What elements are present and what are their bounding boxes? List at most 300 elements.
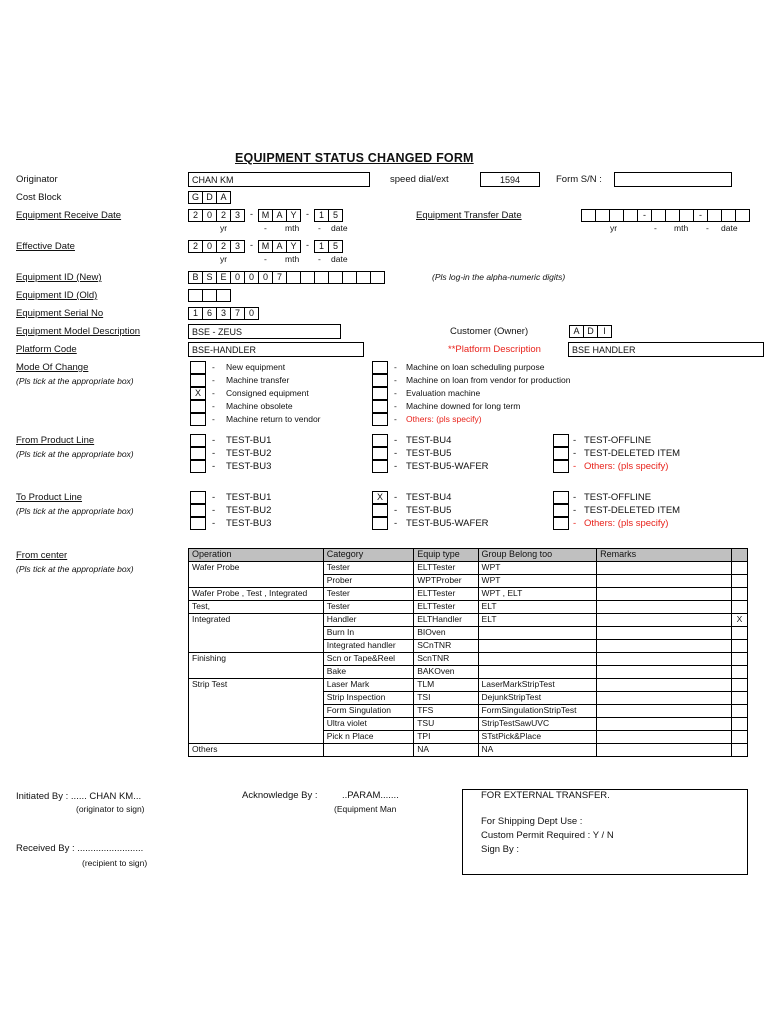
form-sn-field[interactable]	[614, 172, 732, 187]
group-cell: StripTestSawUVC	[478, 718, 597, 731]
char-cell[interactable]: 0	[244, 271, 259, 284]
option-label: TEST-BU1	[226, 492, 272, 503]
dash: -	[212, 362, 215, 372]
to-product-line-label: To Product Line	[16, 492, 83, 503]
operation-cell: Integrated	[189, 614, 324, 627]
table-row	[189, 627, 748, 640]
checkbox[interactable]	[190, 504, 206, 517]
option-label: TEST-OFFLINE	[584, 492, 652, 503]
platform-desc-label: **Platform Description	[448, 344, 541, 355]
dash: -	[212, 388, 215, 398]
remarks-cell	[597, 640, 732, 653]
dash: -	[573, 448, 577, 459]
remarks-cell	[597, 692, 732, 705]
mth-caption: mth	[674, 223, 689, 233]
char-cell[interactable]	[665, 209, 680, 222]
transfer-date-field[interactable]	[581, 209, 749, 222]
mode-of-change-label: Mode Of Change	[16, 362, 89, 373]
tick-hint: (Pls tick at the appropriate box)	[16, 564, 134, 574]
checkbox[interactable]	[553, 434, 569, 447]
char-cell[interactable]: 1	[314, 240, 329, 253]
operation-cell	[189, 731, 324, 744]
remarks-cell	[597, 601, 732, 614]
customer-field[interactable]	[569, 325, 611, 338]
char-cell[interactable]	[679, 209, 694, 222]
option-label: TEST-DELETED ITEM	[584, 448, 681, 459]
category-cell: Form Singulation	[323, 705, 413, 718]
char-cell[interactable]: D	[202, 191, 217, 204]
category-cell: Ultra violet	[323, 718, 413, 731]
option-label: TEST-BU4	[406, 435, 452, 446]
char-cell[interactable]: 2	[216, 209, 231, 222]
receive-date-label: Equipment Receive Date	[16, 210, 122, 221]
table-row	[189, 692, 748, 705]
column-header	[731, 549, 747, 562]
dash-caption: -	[706, 223, 709, 233]
group-cell: ELT	[478, 601, 597, 614]
char-cell[interactable]: M	[258, 240, 273, 253]
dash: -	[394, 375, 397, 385]
date-separator: -	[693, 209, 708, 222]
operation-cell	[189, 627, 324, 640]
mark-cell[interactable]	[731, 666, 747, 679]
checkbox[interactable]	[372, 400, 388, 413]
category-cell: Strip Inspection	[323, 692, 413, 705]
equip-type-cell: NA	[414, 744, 478, 757]
remarks-cell	[597, 744, 732, 757]
checkbox[interactable]	[372, 374, 388, 387]
char-cell[interactable]	[216, 289, 231, 302]
operation-cell: Finishing	[189, 653, 324, 666]
option-label: Others: (pls specify)	[406, 414, 482, 424]
char-cell[interactable]: A	[272, 209, 287, 222]
char-cell[interactable]: 1	[188, 307, 203, 320]
mark-cell[interactable]	[731, 627, 747, 640]
option-label: Others: (pls specify)	[584, 461, 669, 472]
char-cell[interactable]	[721, 209, 736, 222]
checkbox[interactable]	[190, 434, 206, 447]
remarks-cell	[597, 562, 732, 575]
category-cell	[323, 744, 413, 757]
option-label: Consigned equipment	[226, 388, 309, 398]
mark-cell[interactable]	[731, 588, 747, 601]
table-row	[189, 666, 748, 679]
acknowledge-name: ..PARAM.......	[342, 790, 399, 801]
initiated-by: Initiated By : ...... CHAN KM...	[16, 791, 142, 802]
equip-type-cell: ELTTester	[414, 601, 478, 614]
originator-field[interactable]: CHAN KM	[188, 172, 370, 187]
group-cell: WPT	[478, 562, 597, 575]
checkbox[interactable]	[372, 517, 388, 530]
option-label: TEST-BU5	[406, 448, 452, 459]
tick-hint: (Pls tick at the appropriate box)	[16, 506, 134, 516]
dash: -	[573, 461, 577, 472]
char-cell[interactable]: 3	[216, 307, 231, 320]
yr-caption: yr	[220, 254, 228, 264]
mark-cell[interactable]	[731, 705, 747, 718]
char-cell[interactable]: M	[258, 209, 273, 222]
column-header: Category	[323, 549, 413, 562]
option-label: Machine obsolete	[226, 401, 293, 411]
equip-type-cell: BAKOven	[414, 666, 478, 679]
option-label: Others: (pls specify)	[584, 518, 669, 529]
dash: -	[573, 505, 577, 516]
remarks-cell	[597, 666, 732, 679]
customer-label: Customer (Owner)	[450, 326, 529, 337]
char-cell[interactable]: S	[202, 271, 217, 284]
sign-by-label: Sign By :	[481, 844, 520, 855]
dash: -	[212, 505, 216, 516]
group-cell: DejunkStripTest	[478, 692, 597, 705]
char-cell[interactable]	[356, 271, 371, 284]
group-cell: FormSingulationStripTest	[478, 705, 597, 718]
remarks-cell	[597, 679, 732, 692]
equip-type-cell: ELTTester	[414, 562, 478, 575]
date-separator: -	[637, 209, 652, 222]
char-cell[interactable]: 0	[202, 209, 217, 222]
equip-type-cell: SCnTNR	[414, 640, 478, 653]
char-cell[interactable]	[595, 209, 610, 222]
dash: -	[212, 461, 216, 472]
operation-cell: Wafer Probe	[189, 562, 324, 575]
date-separator: -	[250, 209, 253, 219]
acknowledge-by: Acknowledge By :	[242, 790, 318, 801]
checkbox[interactable]	[372, 460, 388, 473]
checkbox[interactable]	[190, 447, 206, 460]
table-row	[189, 718, 748, 731]
equipment-id-old-label: Equipment ID (Old)	[16, 290, 98, 301]
dash: -	[394, 388, 397, 398]
column-header: Equip type	[414, 549, 478, 562]
dash: -	[394, 414, 397, 424]
option-label: TEST-BU3	[226, 518, 272, 529]
option-label: TEST-BU5	[406, 505, 452, 516]
checkbox[interactable]	[190, 491, 206, 504]
category-cell: Prober	[323, 575, 413, 588]
char-cell[interactable]	[370, 271, 385, 284]
equip-type-cell: BIOven	[414, 627, 478, 640]
column-header: Operation	[189, 549, 324, 562]
char-cell[interactable]: A	[216, 191, 231, 204]
recipient-sign-caption: (recipient to sign)	[82, 858, 148, 868]
dash-caption: -	[318, 254, 321, 264]
option-label: TEST-BU5-WAFER	[406, 461, 489, 472]
char-cell[interactable]: 5	[328, 240, 343, 253]
remarks-cell	[597, 718, 732, 731]
char-cell[interactable]: Y	[286, 240, 301, 253]
equipment-id-new-field[interactable]	[188, 271, 384, 284]
dash: -	[212, 492, 216, 503]
category-cell: Tester	[323, 601, 413, 614]
dash: -	[212, 414, 215, 424]
option-label: Machine return to vendor	[226, 414, 321, 424]
char-cell[interactable]	[707, 209, 722, 222]
table-row	[189, 731, 748, 744]
mark-cell[interactable]	[731, 679, 747, 692]
mark-cell[interactable]: X	[731, 614, 747, 627]
mark-cell[interactable]	[731, 601, 747, 614]
mark-cell[interactable]	[731, 562, 747, 575]
platform-code-label: Platform Code	[16, 344, 77, 355]
date-separator: -	[250, 240, 253, 250]
equipment-id-old-field[interactable]	[188, 289, 230, 302]
effective-date-label: Effective Date	[16, 241, 75, 252]
checkbox[interactable]	[190, 460, 206, 473]
equip-type-cell: TSI	[414, 692, 478, 705]
char-cell[interactable]: 2	[188, 209, 203, 222]
group-cell: WPT	[478, 575, 597, 588]
category-cell: Pick n Place	[323, 731, 413, 744]
dash-caption: -	[264, 223, 267, 233]
date-separator: -	[306, 209, 309, 219]
mark-cell[interactable]	[731, 692, 747, 705]
remarks-cell	[597, 575, 732, 588]
category-cell: Bake	[323, 666, 413, 679]
dash: -	[212, 375, 215, 385]
platform-code-field[interactable]: BSE-HANDLER	[188, 342, 364, 357]
char-cell[interactable]: A	[569, 325, 584, 338]
mth-caption: mth	[285, 254, 300, 264]
checkbox[interactable]: X	[372, 491, 388, 504]
char-cell[interactable]: 3	[230, 209, 245, 222]
remarks-cell	[597, 588, 732, 601]
table-row	[189, 653, 748, 666]
mark-cell[interactable]	[731, 744, 747, 757]
checkbox[interactable]	[190, 413, 206, 426]
effective-date-field[interactable]	[188, 240, 342, 253]
option-label: TEST-DELETED ITEM	[584, 505, 681, 516]
char-cell[interactable]: 5	[328, 209, 343, 222]
checkbox[interactable]	[372, 447, 388, 460]
date-separator: -	[306, 240, 309, 250]
checkbox[interactable]	[553, 447, 569, 460]
checkbox[interactable]	[190, 374, 206, 387]
equip-type-cell: TSU	[414, 718, 478, 731]
char-cell[interactable]: 2	[188, 240, 203, 253]
group-cell	[478, 653, 597, 666]
equipment-man-caption: (Equipment Man	[334, 804, 397, 814]
from-center-table	[188, 548, 748, 757]
operation-cell	[189, 666, 324, 679]
dash: -	[394, 401, 397, 411]
dash: -	[573, 492, 577, 503]
page-title: EQUIPMENT STATUS CHANGED FORM	[235, 151, 474, 165]
equip-type-cell: TLM	[414, 679, 478, 692]
checkbox[interactable]	[553, 517, 569, 530]
option-label: TEST-BU3	[226, 461, 272, 472]
cost-block-field[interactable]	[188, 191, 230, 204]
table-row	[189, 588, 748, 601]
checkbox[interactable]	[372, 387, 388, 400]
external-transfer-title: FOR EXTERNAL TRANSFER.	[481, 790, 610, 801]
char-cell[interactable]: Y	[286, 209, 301, 222]
equip-type-cell: ELTHandler	[414, 614, 478, 627]
platform-desc-field[interactable]: BSE HANDLER	[568, 342, 764, 357]
dash: -	[573, 518, 577, 529]
dash-caption: -	[318, 223, 321, 233]
remarks-cell	[597, 614, 732, 627]
serial-no-field[interactable]	[188, 307, 258, 320]
checkbox[interactable]	[190, 400, 206, 413]
option-label: Machine on loan scheduling purpose	[406, 362, 545, 372]
char-cell[interactable]: G	[188, 191, 203, 204]
char-cell[interactable]: 3	[230, 240, 245, 253]
char-cell[interactable]: A	[272, 240, 287, 253]
option-label: Machine downed for long term	[406, 401, 521, 411]
model-field[interactable]: BSE - ZEUS	[188, 324, 341, 339]
option-label: TEST-BU1	[226, 435, 272, 446]
yr-caption: yr	[610, 223, 618, 233]
mark-cell[interactable]	[731, 718, 747, 731]
dash: -	[212, 435, 216, 446]
from-product-line-label: From Product Line	[16, 435, 95, 446]
serial-no-label: Equipment Serial No	[16, 308, 104, 319]
checkbox[interactable]: X	[190, 387, 206, 400]
dash: -	[394, 492, 398, 503]
speed-dial-label: speed dial/ext	[390, 174, 449, 185]
char-cell[interactable]	[188, 289, 203, 302]
table-row	[189, 705, 748, 718]
table-row	[189, 562, 748, 575]
date-caption: date	[331, 254, 348, 264]
char-cell[interactable]: 0	[230, 271, 245, 284]
table-row	[189, 640, 748, 653]
char-cell[interactable]	[651, 209, 666, 222]
checkbox[interactable]	[553, 460, 569, 473]
char-cell[interactable]: E	[216, 271, 231, 284]
group-cell	[478, 666, 597, 679]
cost-block-label: Cost Block	[16, 192, 62, 203]
checkbox[interactable]	[372, 413, 388, 426]
group-cell	[478, 640, 597, 653]
category-cell: Tester	[323, 588, 413, 601]
equip-type-cell: TPI	[414, 731, 478, 744]
category-cell: Handler	[323, 614, 413, 627]
column-header: Remarks	[597, 549, 732, 562]
char-cell[interactable]: 0	[244, 307, 259, 320]
equip-type-cell: TFS	[414, 705, 478, 718]
char-cell[interactable]	[581, 209, 596, 222]
model-label: Equipment Model Description	[16, 326, 141, 337]
category-cell: Integrated handler	[323, 640, 413, 653]
operation-cell	[189, 640, 324, 653]
option-label: TEST-BU2	[226, 505, 272, 516]
remarks-cell	[597, 705, 732, 718]
receive-date-field[interactable]	[188, 209, 342, 222]
dash: -	[394, 518, 398, 529]
option-label: TEST-BU5-WAFER	[406, 518, 489, 529]
column-header: Group Belong too	[478, 549, 597, 562]
mark-cell[interactable]	[731, 640, 747, 653]
originator-label: Originator	[16, 174, 58, 185]
checkbox[interactable]	[372, 504, 388, 517]
external-transfer-box	[462, 789, 748, 875]
dash: -	[212, 448, 216, 459]
speed-dial-field[interactable]: 1594	[480, 172, 540, 187]
checkbox[interactable]	[190, 517, 206, 530]
table-row	[189, 601, 748, 614]
mark-cell[interactable]	[731, 731, 747, 744]
option-label: Machine transfer	[226, 375, 290, 385]
dash: -	[212, 401, 215, 411]
checkbox[interactable]	[190, 361, 206, 374]
date-caption: date	[721, 223, 738, 233]
char-cell[interactable]	[314, 271, 329, 284]
category-cell: Scn or Tape&Reel	[323, 653, 413, 666]
operation-cell	[189, 575, 324, 588]
equip-type-cell: WPTProber	[414, 575, 478, 588]
mark-cell[interactable]	[731, 575, 747, 588]
char-cell[interactable]: D	[583, 325, 598, 338]
table-row	[189, 575, 748, 588]
char-cell[interactable]: 7	[230, 307, 245, 320]
operation-cell	[189, 692, 324, 705]
char-cell[interactable]: 1	[314, 209, 329, 222]
char-cell[interactable]: 0	[202, 240, 217, 253]
group-cell: STstPick&Place	[478, 731, 597, 744]
category-cell: Burn In	[323, 627, 413, 640]
equipment-id-new-label: Equipment ID (New)	[16, 272, 102, 283]
category-cell: Tester	[323, 562, 413, 575]
remarks-cell	[597, 627, 732, 640]
operation-cell: Strip Test	[189, 679, 324, 692]
checkbox[interactable]	[372, 361, 388, 374]
checkbox[interactable]	[372, 434, 388, 447]
char-cell[interactable]: 7	[272, 271, 287, 284]
char-cell[interactable]: B	[188, 271, 203, 284]
remarks-cell	[597, 653, 732, 666]
checkbox[interactable]	[553, 491, 569, 504]
option-label: TEST-BU2	[226, 448, 272, 459]
originator-sign-caption: (originator to sign)	[76, 804, 145, 814]
dash: -	[394, 505, 398, 516]
yr-caption: yr	[220, 223, 228, 233]
table-header-row	[189, 549, 748, 562]
option-label: TEST-OFFLINE	[584, 435, 652, 446]
received-by: Received By : .........................	[16, 843, 144, 854]
char-cell[interactable]: 0	[258, 271, 273, 284]
char-cell[interactable]	[300, 271, 315, 284]
group-cell	[478, 627, 597, 640]
char-cell[interactable]: 6	[202, 307, 217, 320]
custom-permit-label: Custom Permit Required : Y / N	[481, 830, 614, 841]
table-row	[189, 744, 748, 757]
char-cell[interactable]	[202, 289, 217, 302]
char-cell[interactable]	[328, 271, 343, 284]
group-cell: ELT	[478, 614, 597, 627]
dash-caption: -	[264, 254, 267, 264]
char-cell[interactable]	[286, 271, 301, 284]
char-cell[interactable]	[609, 209, 624, 222]
date-caption: date	[331, 223, 348, 233]
dash: -	[394, 461, 398, 472]
form-sn-label: Form S/N :	[556, 174, 602, 185]
char-cell[interactable]	[623, 209, 638, 222]
group-cell: LaserMarkStripTest	[478, 679, 597, 692]
char-cell[interactable]	[735, 209, 750, 222]
char-cell[interactable]: 2	[216, 240, 231, 253]
checkbox[interactable]	[553, 504, 569, 517]
table-row	[189, 679, 748, 692]
operation-cell: Wafer Probe , Test , Integrated	[189, 588, 324, 601]
char-cell[interactable]: I	[597, 325, 612, 338]
char-cell[interactable]	[342, 271, 357, 284]
mark-cell[interactable]	[731, 653, 747, 666]
dash: -	[394, 448, 398, 459]
table-row	[189, 614, 748, 627]
dash: -	[573, 435, 577, 446]
equipment-id-note: (Pls log-in the alpha-numeric digits)	[432, 272, 566, 282]
